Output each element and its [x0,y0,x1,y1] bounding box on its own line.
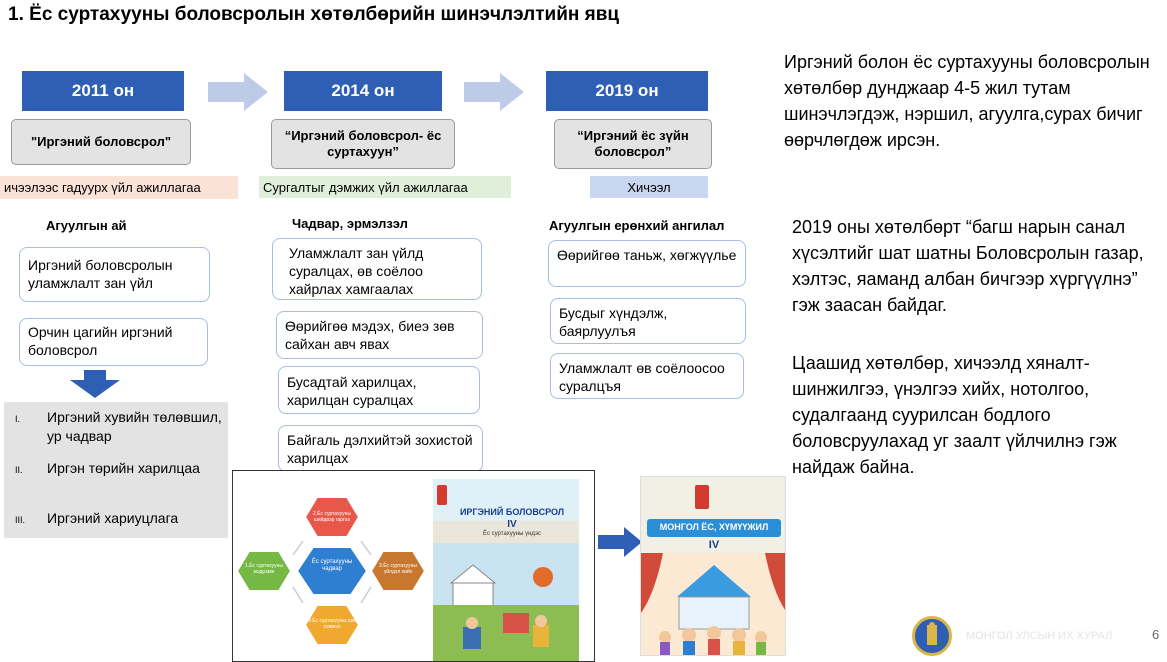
image-frame [232,470,595,662]
emblem-icon [437,485,447,505]
list-item: Иргэн төрийн харилцаа [47,460,200,476]
content-box: Орчин цагийн иргэний боловсрол [19,318,208,366]
diagram-node-top: 2.Ёс суртахууны шийдвэр гаргах [313,511,351,523]
content-box: Бусдыг хүндэлж, баярлуулъя [550,298,746,344]
program-name-2019: “Иргэний ёс зүйн боловсрол” [554,119,712,169]
book-illustration [641,553,786,656]
year-2014-header: 2014 он [284,71,442,111]
list-number: II. [15,465,23,475]
content-box: Бусадтай харилцах, харилцан суралцах [278,366,480,414]
emblem-icon [695,485,709,509]
activity-type-2014: Сургалтыг дэмжих үйл ажиллагаа [259,176,511,198]
diagram-node-bottom: 4.Ёс суртахууны хэм хэмжээ [308,618,356,630]
year-2019-header: 2019 он [546,71,708,111]
textbook-cover-civic-education [433,479,579,661]
moral-competence-diagram [237,485,427,655]
list-number: III. [15,515,26,525]
program-name-2011: "Иргэний боловсрол" [11,119,191,165]
slide-title: 1. Ёс суртахууны боловсролын хөтөлбөрийн шинэчлэлтийн явц [8,4,620,25]
footer-organization-name: МОНГОЛ УЛСЫН ИХ ХУРАЛ [966,630,1113,642]
list-number: I. [15,414,21,424]
category-header-2014: Чадвар, эрмэлзэл [292,216,408,231]
list-item: Иргэний хариуцлага [47,510,179,526]
content-box: Өөрийгөө таньж, хөгжүүлье [548,240,746,287]
book-grade: IV [708,539,720,551]
program-name-2014: “Иргэний боловсрол- ёс суртахуун” [271,119,455,169]
description-paragraph-1: Иргэний болон ёс суртахууны боловсролын хөтөлбөр дунджаар 4-5 жил тутам шинэчлэгдэж, нэршил, агуулга,сурах бичиг өөрчлөгдөж ирсэн. [784,52,1150,150]
diagram-node-left: 1.Ёс суртахууны мэдрэмж [245,563,283,575]
book-title: ИРГЭНИЙ БОЛОВСРОЛ [459,507,565,517]
parliament-logo-icon [912,616,952,656]
diagram-node-center: Ёс суртахууны чадвар [311,559,353,572]
year-2011-header: 2011 он [22,71,184,111]
arrow-right-icon [208,73,268,111]
list-item: Иргэний хувийн төлөвшил, ур чадвар [47,409,222,444]
content-box: Байгаль дэлхийтэй зохистой харилцах [278,425,483,472]
book-subtitle: Ёс суртахууны үндэс [482,531,542,537]
diagram-node-right: 3.Ёс суртахууны үйлдэл хийх [379,563,417,575]
page-number: 6 [1152,627,1160,642]
description-paragraph-3: Цаашид хөтөлбөр, хичээлд хяналт-шинжилгээ, үнэлгээ хийх, нотолгоо, судалгаанд суурилсан бодлого боловсруулахад уг заалт үйлчилнэ гэж найдаж байна. [792,353,1117,477]
book-illustration [433,543,579,661]
arrow-right-icon [464,73,524,111]
sub-topic-list [4,402,228,538]
content-box: Өөрийгөө мэдэх, биеэ зөв сайхан авч явах [276,311,483,359]
description-paragraph-2: 2019 оны хөтөлбөрт “багш нарын санал хүсэлтийг шат шатны Боловсролын газар, хэлтэс, яаманд албан бичгээр хүргүүлнэ” гэж заасан байдаг. [792,217,1144,315]
book-grade: IV [507,519,517,530]
category-header-2011: Агуулгын ай [46,218,127,233]
content-box: Уламжлалт өв соёлоосоо суралцъя [550,353,744,399]
category-header-2019: Агуулгын ерөнхий ангилал [549,218,725,233]
activity-type-2019: Хичээл [590,176,708,198]
book-title: МОНГОЛ ЁС, ХҮМҮҮЖИЛ [659,522,769,532]
activity-type-2011: ичээлээс гадуурх үйл ажиллагаа [0,176,238,199]
content-box: Уламжлалт зан үйлд суралцах, өв соёлоо хайрлах хамгаалах [272,238,482,300]
arrow-down-icon [70,370,120,398]
content-box: Иргэний боловсролын уламжлалт зан үйл [19,247,210,302]
textbook-cover-mongolian-ethics [640,476,786,656]
arrow-right-icon [598,527,642,557]
